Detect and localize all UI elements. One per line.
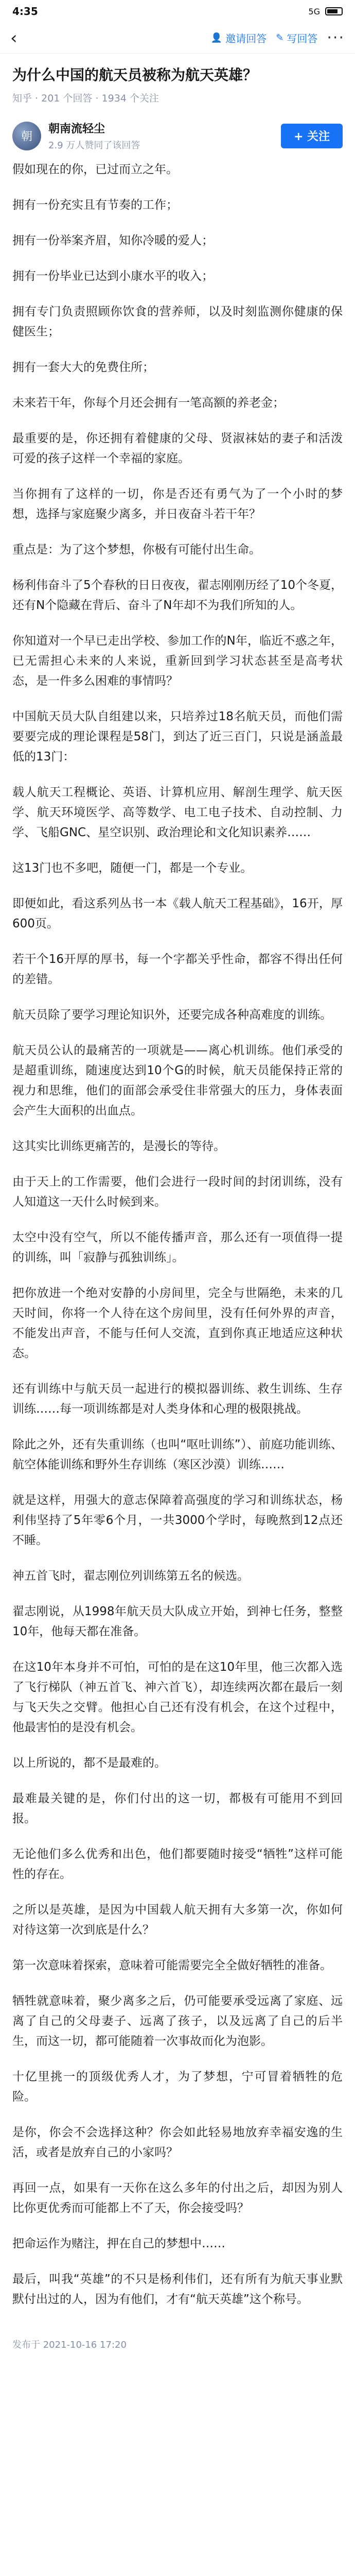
status-time: 4:35 [12, 5, 38, 18]
answer-paragraph: 牺牲就意味着，聚少离多之后，仍可能要承受远离了家庭、远离了自己的父母妻子、远离了孩子，以及远离了自己的后半生，而这一切，都可能随着一次事故而化为泡影。 [12, 1994, 343, 2048]
answer-paragraph: 再回一点，如果有一天你在这么多年的付出之后，却因为别人比你更优秀而可能都上不了天，你会接受吗？ [12, 2181, 343, 2215]
answer-paragraph: 拥有一份充实且有节奏的工作； [12, 198, 178, 212]
answer-paragraph: 这其实比训练更痛苦的，是漫长的等待。 [12, 1140, 225, 1153]
publish-time: 发布于 2021-10-16 17:20 [12, 2340, 127, 2350]
status-bar [0, 0, 355, 23]
answer-paragraph: 杨利伟奋斗了5个春秋的日日夜夜，翟志刚刚历经了10个冬夏，还有N个隐藏在背后、奋斗了N年却不为我们所知的人。 [12, 579, 343, 612]
answer-paragraph: 当你拥有了这样的一切，你是否还有勇气为了一个小时的梦想，选择与家庭聚少离多，并日夜奋斗若干年？ [12, 487, 343, 521]
answer-content [0, 156, 355, 2335]
answer-paragraph: 第一次意味着探索，意味着可能需要完全全做好牺牲的准备。 [12, 1959, 332, 1972]
answer-paragraph: 中国航天员大队自组建以来，只培养过18名航天员，而他们需要要完成的理论课程是58门，到达了近三百门，只说是涵盖最低的13门： [12, 710, 343, 764]
invite-label: 邀请回答 [225, 32, 267, 45]
answer-paragraph: 航天员公认的最痛苦的一项就是——离心机训练。他们承受的是超重训练，随速度达到10个G的时候，航天员能保持正常的视力和思维，他们的面部会承受住非常强大的压力，身体表面会产生大面积的出血点。 [12, 1044, 343, 1117]
answer-paragraph: 无论他们多么优秀和出色，他们都要随时接受“牺牲”这样可能性的存在。 [12, 1848, 343, 1881]
answer-paragraph: 之所以是英雄，是因为中国载人航天拥有大多第一次，你如何对待这第一次到底是什么？ [12, 1903, 343, 1937]
answer-paragraph: 在这10年本身并不可怕，可怕的是在这10年里，他三次都入选了飞行梯队（神五首飞、神六首飞），却连续两次都在最后一刻与飞天失之交臂。他担心自己还有没有机会，在这个过程中，他最害怕的是没有机会。 [12, 1660, 343, 1734]
answer-paragraph: 还有训练中与航天员一起进行的模拟器训练、救生训练、生存训练……每一项训练都是对人类身体和心理的极限挑战。 [12, 1382, 343, 1416]
answer-paragraph: 拥有一套大大的免费住所； [12, 361, 154, 374]
follow-button[interactable]: + 关注 [281, 124, 343, 148]
status-icons [308, 7, 343, 16]
answer-paragraph: 就是这样，用强大的意志保障着高强度的学习和训练状态，杨利伟坚持了5年零6个月，一共3000个学时，每晚熬到12点还不睡。 [12, 1494, 343, 1547]
answer-paragraph: 以上所说的，都不是最难的。 [12, 1756, 166, 1770]
more-icon[interactable]: ··· [327, 29, 345, 47]
answer-paragraph: 这13门也不多吧，随便一门，都是一个专业。 [12, 861, 253, 875]
answer-paragraph: 最难最关键的是，你们付出的这一切，都极有可能用不到回报。 [12, 1792, 343, 1825]
answer-paragraph: 未来若干年，你每个月还会拥有一笔高额的养老金； [12, 396, 285, 410]
back-arrow-icon[interactable]: ‹ [10, 27, 17, 48]
author-row [0, 110, 355, 156]
answer-paragraph: 把命运作为赌注，押在自己的梦想中…… [12, 2237, 225, 2250]
answer-paragraph: 除此之外，还有失重训练（也叫“呕吐训练”）、前庭功能训练、航空体能训练和野外生存训练（寒区沙漠）训练…… [12, 1438, 343, 1471]
network-label: 5G [308, 6, 320, 16]
answer-paragraph: 神五首飞时，翟志刚位列训练第五名的候选。 [12, 1569, 249, 1583]
invite-icon: 👤 [210, 32, 223, 43]
author-name[interactable]: 朝南流轻尘 [48, 123, 105, 135]
avatar[interactable]: 朝 [12, 122, 41, 150]
author-desc: 2.9 万人赞同了该回答 [48, 140, 140, 151]
question-meta: 知乎 · 201 个回答 · 1934 个关注 [12, 93, 159, 104]
answer-paragraph: 由于天上的工作需要，他们会进行一段时间的封闭训练，没有人知道这一天什么时候到来。 [12, 1175, 343, 1209]
answer-paragraph: 十亿里挑一的顶级优秀人才，为了梦想，宁可冒着牺牲的危险。 [12, 2070, 343, 2104]
write-label: 写回答 [287, 32, 318, 45]
answer-paragraph: 最后，叫我“英雄”的不只是杨利伟们，还有所有为航天事业默默付出过的人，因为有他们，才有“航天英雄”这个称号。 [12, 2273, 343, 2306]
answer-paragraph: 即便如此，看这系列丛书一本《载人航天工程基础》，16开，厚600页。 [12, 897, 343, 930]
answer-paragraph: 重点是：为了这个梦想，你极有可能付出生命。 [12, 543, 261, 556]
answer-paragraph: 拥有一份举案齐眉，知你冷暖的爱人； [12, 234, 214, 247]
battery-icon [325, 7, 343, 15]
answer-paragraph: 翟志刚说，从1998年航天员大队成立开始，到神七任务，整整10年，他每天都在准备。 [12, 1605, 343, 1638]
answer-paragraph: 航天员除了要学习理论知识外，还要完成各种高难度的训练。 [12, 1008, 332, 1022]
answer-paragraph: 太空中没有空气，所以不能传播声音，那么还有一项值得一提的训练，叫「寂静与孤独训练」。 [12, 1231, 343, 1264]
top-nav [0, 23, 355, 54]
answer-paragraph: 你知道对一个早已走出学校、参加工作的N年，临近不惑之年，已无需担心未来的人来说，重新回到学习状态甚至是高考状态，是一件多么困难的事情吗？ [12, 634, 343, 688]
answer-paragraph: 若干个16开厚的厚书，每一个字都关乎性命，都容不得出任何的差错。 [12, 953, 343, 986]
question-header [0, 54, 355, 110]
answer-paragraph: 拥有专门负责照顾你饮食的营养师，以及时刻监测你健康的保健医生； [12, 305, 343, 338]
answer-paragraph: 拥有一份毕业已达到小康水平的收入； [12, 269, 214, 283]
answer-paragraph: 假如现在的你，已过而立之年。 [12, 163, 178, 176]
answer-paragraph: 是你，你会不会选择这种？你会如此轻易地放弃幸福安逸的生活，或者是放弃自己的小家吗？ [12, 2126, 343, 2159]
pen-icon: ✎ [276, 32, 284, 43]
invite-answer-button[interactable] [211, 30, 267, 45]
answer-paragraph: 把你放进一个绝对安静的小房间里，完全与世隔绝，未来的几天时间，你将一个人待在这个房间里，没有任何外界的声音，不能发出声音，不能与任何人交流，直到你真正地适应这种状态。 [12, 1286, 343, 1360]
answer-paragraph: 最重要的是，你还拥有着健康的父母、贤淑袜姑的妻子和活泼可爱的孩子这样一个幸福的家庭。 [12, 432, 343, 465]
answer-paragraph: 载人航天工程概论、英语、计算机应用、解剖生理学、航天医学、航天环境医学、高等数学、电工电子技术、自动控制、力学、飞船GNC、星空识别、政治理论和文化知识素养…… [12, 786, 343, 839]
question-title[interactable]: 为什么中国的航天员被称为航天英雄？ [12, 66, 258, 83]
write-answer-button[interactable] [276, 30, 317, 45]
